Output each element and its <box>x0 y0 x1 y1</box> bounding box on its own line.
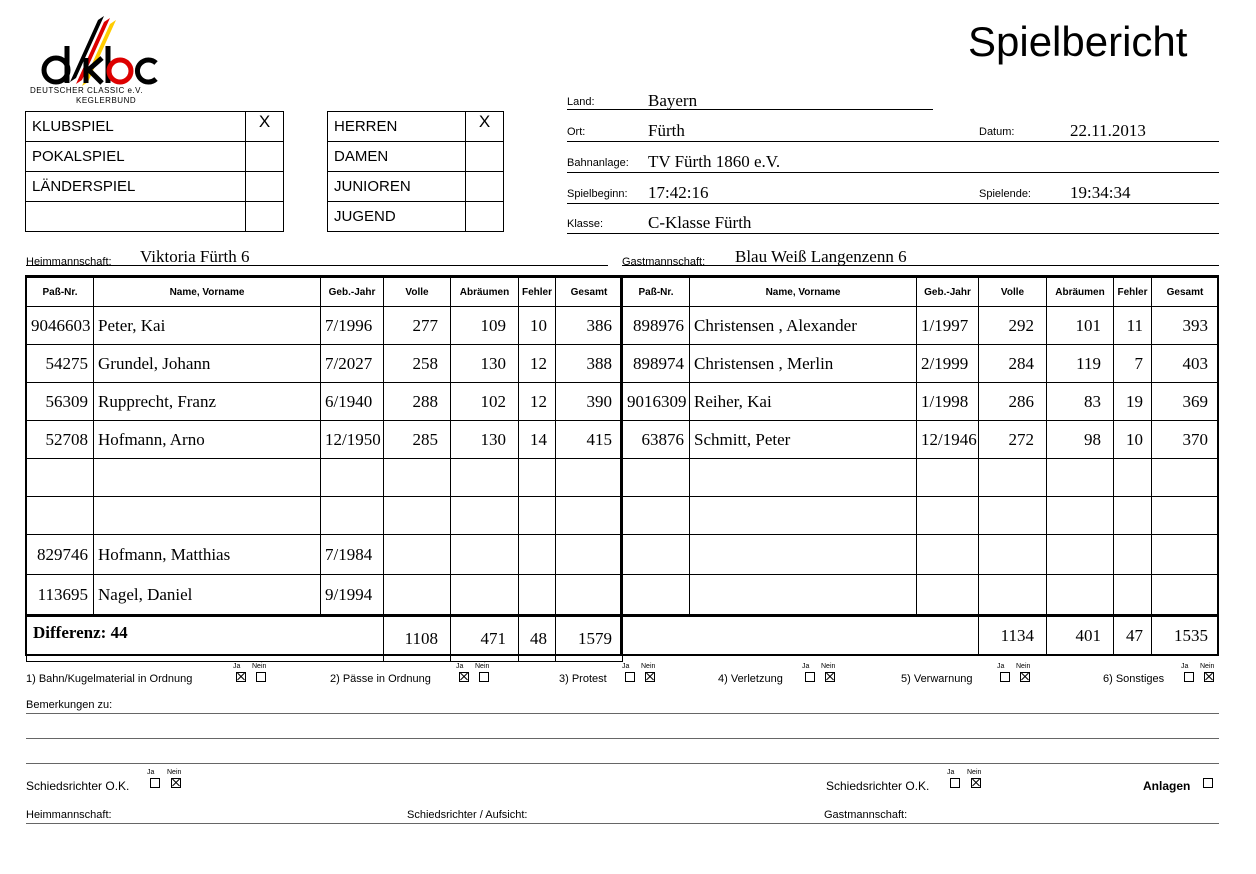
col-header: Name, Vorname <box>690 278 917 307</box>
remarks-line-3 <box>26 763 1219 764</box>
abraeumen-cell: 109 <box>451 307 519 345</box>
abraeumen-cell <box>1047 497 1114 535</box>
abraeumen-cell <box>451 575 519 616</box>
class-type-row <box>328 172 504 202</box>
gesamt-cell <box>1152 459 1219 497</box>
check-ja-checkbox[interactable] <box>805 672 815 682</box>
home-total-row <box>27 616 623 662</box>
class-type-mark: X <box>466 112 504 142</box>
birth-cell <box>917 535 979 575</box>
fehler-cell: 14 <box>519 421 556 459</box>
guest-player-row <box>623 345 1219 383</box>
col-header: Volle <box>979 278 1047 307</box>
guest-header-row <box>623 278 1219 307</box>
nein-label: Nein <box>252 663 267 670</box>
volle-cell <box>979 459 1047 497</box>
check-ja-checkbox[interactable] <box>236 672 246 682</box>
class-type-row <box>328 142 504 172</box>
referee-right-ja-checkbox[interactable] <box>950 778 960 788</box>
check-ja-checkbox[interactable] <box>1184 672 1194 682</box>
home-player-row <box>27 535 623 575</box>
birth-cell: 12/1950 <box>321 421 384 459</box>
volle-cell: 286 <box>979 383 1047 421</box>
volle-cell <box>979 535 1047 575</box>
gesamt-cell <box>1152 535 1219 575</box>
anlagen-checkbox[interactable] <box>1203 778 1213 788</box>
volle-cell: 277 <box>384 307 451 345</box>
logo-text-line2: KEGLERBUND <box>76 96 137 105</box>
volle-cell: 272 <box>979 421 1047 459</box>
page-title: Spielbericht <box>968 18 1188 65</box>
guest-player-row <box>623 421 1219 459</box>
signature-referee-label: Schiedsrichter / Aufsicht: <box>407 809 528 821</box>
bahnanlage-value: TV Fürth 1860 e.V. <box>648 152 781 171</box>
game-type-mark <box>246 202 284 232</box>
game-type-label: LÄNDERSPIEL <box>26 172 246 202</box>
gesamt-cell: 369 <box>1152 383 1219 421</box>
spielende-value: 19:34:34 <box>1070 183 1131 202</box>
game-type-mark: X <box>246 112 284 142</box>
pass-nr-cell: 898974 <box>623 345 690 383</box>
class-type-mark <box>466 202 504 232</box>
home-player-row <box>27 421 623 459</box>
name-cell: Hofmann, Arno <box>94 421 321 459</box>
col-header: Paß-Nr. <box>623 278 690 307</box>
abraeumen-cell: 102 <box>451 383 519 421</box>
name-cell <box>690 575 917 616</box>
gesamt-cell: 386 <box>556 307 623 345</box>
game-type-row <box>26 142 284 172</box>
game-type-label <box>26 202 246 232</box>
birth-cell: 6/1940 <box>321 383 384 421</box>
name-cell <box>94 459 321 497</box>
guest-team-line <box>622 265 1219 266</box>
fehler-cell <box>519 497 556 535</box>
fehler-cell: 12 <box>519 345 556 383</box>
name-cell: Peter, Kai <box>94 307 321 345</box>
gesamt-cell <box>556 575 623 616</box>
spielbeginn-label: Spielbeginn: <box>567 188 628 200</box>
name-cell <box>690 497 917 535</box>
pass-nr-cell <box>623 497 690 535</box>
check-nein-checkbox[interactable] <box>1020 672 1030 682</box>
check-label: 1) Bahn/Kugelmaterial in Ordnung <box>26 673 193 685</box>
fehler-cell: 19 <box>1114 383 1152 421</box>
signature-guest-label: Gastmannschaft: <box>824 809 908 821</box>
gesamt-cell <box>556 497 623 535</box>
ort-value: Fürth <box>648 121 685 140</box>
pass-nr-cell <box>27 459 94 497</box>
abraeumen-cell: 98 <box>1047 421 1114 459</box>
ja-label: Ja <box>947 769 955 776</box>
birth-cell <box>917 497 979 535</box>
abraeumen-cell: 83 <box>1047 383 1114 421</box>
abraeumen-cell <box>1047 575 1114 616</box>
name-cell: Reiher, Kai <box>690 383 917 421</box>
check-label: 3) Protest <box>559 673 607 685</box>
name-cell: Rupprecht, Franz <box>94 383 321 421</box>
col-header: Paß-Nr. <box>27 278 94 307</box>
guest-player-row <box>623 383 1219 421</box>
home-score-table <box>26 277 623 662</box>
volle-cell <box>384 497 451 535</box>
home-player-row <box>27 345 623 383</box>
guest-team-label: Gastmannschaft: <box>622 256 706 268</box>
home-header-row <box>27 278 623 307</box>
birth-cell: 12/1946 <box>917 421 979 459</box>
name-cell: Christensen , Merlin <box>690 345 917 383</box>
col-header: Gesamt <box>1152 278 1219 307</box>
class-type-table <box>327 111 504 232</box>
birth-cell: 7/2027 <box>321 345 384 383</box>
remarks-label: Bemerkungen zu: <box>26 699 113 711</box>
gesamt-cell <box>1152 497 1219 535</box>
home-player-row <box>27 307 623 345</box>
home-team-value: Viktoria Fürth 6 <box>140 247 250 266</box>
volle-cell: 284 <box>979 345 1047 383</box>
abraeumen-cell <box>451 535 519 575</box>
fehler-cell <box>1114 575 1152 616</box>
pass-nr-cell: 113695 <box>27 575 94 616</box>
check-ja-checkbox[interactable] <box>459 672 469 682</box>
name-cell <box>690 459 917 497</box>
birth-cell <box>917 575 979 616</box>
volle-cell <box>384 459 451 497</box>
abraeumen-cell <box>1047 459 1114 497</box>
class-type-row <box>328 112 504 142</box>
signature-home-label: Heimmannschaft: <box>26 809 112 821</box>
check-nein-checkbox[interactable] <box>479 672 489 682</box>
home-team-line <box>26 265 608 266</box>
pass-nr-cell: 54275 <box>27 345 94 383</box>
volle-cell: 258 <box>384 345 451 383</box>
class-type-mark <box>466 142 504 172</box>
home-total-fehler: 48 <box>519 616 556 662</box>
remarks-line-1 <box>26 713 1219 714</box>
ja-label: Ja <box>456 663 464 670</box>
birth-cell: 1/1997 <box>917 307 979 345</box>
referee-label-right: Schiedsrichter O.K. <box>826 779 930 793</box>
guest-player-row <box>623 307 1219 345</box>
pass-nr-cell: 9046603 <box>27 307 94 345</box>
check-nein-checkbox[interactable] <box>256 672 266 682</box>
land-line <box>567 109 933 110</box>
pass-nr-cell: 898976 <box>623 307 690 345</box>
game-type-row <box>26 112 284 142</box>
birth-cell <box>321 497 384 535</box>
check-label: 5) Verwarnung <box>901 673 973 685</box>
col-header: Geb.-Jahr <box>917 278 979 307</box>
gesamt-cell: 390 <box>556 383 623 421</box>
pass-nr-cell: 829746 <box>27 535 94 575</box>
volle-cell <box>384 575 451 616</box>
klasse-value: C-Klasse Fürth <box>648 213 752 232</box>
pass-nr-cell <box>623 575 690 616</box>
home-total-gesamt: 1579 <box>556 616 623 662</box>
anlagen-label: Anlagen <box>1143 779 1191 793</box>
fehler-cell <box>519 535 556 575</box>
gesamt-cell <box>556 459 623 497</box>
home-total-volle: 1108 <box>384 616 451 662</box>
class-type-label: DAMEN <box>328 142 466 172</box>
fehler-cell <box>1114 459 1152 497</box>
home-team-label: Heimmannschaft: <box>26 256 112 268</box>
check-label: 4) Verletzung <box>718 673 783 685</box>
datum-label: Datum: <box>979 126 1015 138</box>
land-label: Land: <box>567 96 595 108</box>
guest-player-row <box>623 535 1219 575</box>
referee-right-nein-checkbox[interactable] <box>971 778 981 788</box>
check-nein-checkbox[interactable] <box>645 672 655 682</box>
team-separator <box>620 276 623 655</box>
nein-label: Nein <box>1016 663 1031 670</box>
volle-cell <box>979 575 1047 616</box>
check-nein-checkbox[interactable] <box>825 672 835 682</box>
game-type-row <box>26 202 284 232</box>
volle-cell: 288 <box>384 383 451 421</box>
ja-label: Ja <box>147 769 155 776</box>
abraeumen-cell <box>451 497 519 535</box>
volle-cell <box>979 497 1047 535</box>
pass-nr-cell <box>623 459 690 497</box>
col-header: Name, Vorname <box>94 278 321 307</box>
guest-total-gesamt: 1535 <box>1152 616 1219 656</box>
guest-total-fehler: 47 <box>1114 616 1152 656</box>
remarks-line-2 <box>26 738 1219 739</box>
land-value: Bayern <box>648 91 698 110</box>
nein-label: Nein <box>1200 663 1215 670</box>
nein-label: Nein <box>641 663 656 670</box>
fehler-cell: 10 <box>519 307 556 345</box>
fehler-cell <box>1114 535 1152 575</box>
guest-player-row <box>623 459 1219 497</box>
birth-cell: 7/1984 <box>321 535 384 575</box>
fehler-cell <box>519 575 556 616</box>
datum-value: 22.11.2013 <box>1070 121 1146 140</box>
ja-label: Ja <box>233 663 241 670</box>
name-cell: Hofmann, Matthias <box>94 535 321 575</box>
home-player-row <box>27 459 623 497</box>
col-header: Fehler <box>1114 278 1152 307</box>
bahnanlage-line <box>567 172 1219 173</box>
check-label: 2) Pässe in Ordnung <box>330 673 431 685</box>
fehler-cell: 7 <box>1114 345 1152 383</box>
class-type-label: HERREN <box>328 112 466 142</box>
game-type-mark <box>246 142 284 172</box>
ja-label: Ja <box>997 663 1005 670</box>
guest-total-row <box>623 616 1219 656</box>
referee-left-ja-checkbox[interactable] <box>150 778 160 788</box>
abraeumen-cell <box>451 459 519 497</box>
check-ja-checkbox[interactable] <box>625 672 635 682</box>
gesamt-cell: 370 <box>1152 421 1219 459</box>
fehler-cell <box>519 459 556 497</box>
guest-score-table <box>622 277 1219 656</box>
class-type-mark <box>466 172 504 202</box>
birth-cell: 2/1999 <box>917 345 979 383</box>
pass-nr-cell: 63876 <box>623 421 690 459</box>
spielbeginn-value: 17:42:16 <box>648 183 709 202</box>
volle-cell: 292 <box>979 307 1047 345</box>
gesamt-cell <box>556 535 623 575</box>
game-type-mark <box>246 172 284 202</box>
col-header: Geb.-Jahr <box>321 278 384 307</box>
volle-cell: 285 <box>384 421 451 459</box>
ja-label: Ja <box>802 663 810 670</box>
class-type-label: JUNIOREN <box>328 172 466 202</box>
col-header: Abräumen <box>1047 278 1114 307</box>
guest-total-volle: 1134 <box>979 616 1047 656</box>
name-cell: Nagel, Daniel <box>94 575 321 616</box>
gesamt-cell: 403 <box>1152 345 1219 383</box>
gesamt-cell: 415 <box>556 421 623 459</box>
fehler-cell <box>1114 497 1152 535</box>
birth-cell: 7/1996 <box>321 307 384 345</box>
abraeumen-cell: 130 <box>451 345 519 383</box>
col-header: Fehler <box>519 278 556 307</box>
name-cell <box>94 497 321 535</box>
guest-player-row <box>623 575 1219 616</box>
guest-player-row <box>623 497 1219 535</box>
name-cell: Schmitt, Peter <box>690 421 917 459</box>
nein-label: Nein <box>821 663 836 670</box>
signature-line <box>26 823 1219 824</box>
ort-label: Ort: <box>567 126 586 138</box>
class-type-label: JUGEND <box>328 202 466 232</box>
volle-cell <box>384 535 451 575</box>
birth-cell: 9/1994 <box>321 575 384 616</box>
klasse-line <box>567 233 1219 234</box>
home-player-row <box>27 575 623 616</box>
class-type-row <box>328 202 504 232</box>
game-type-row <box>26 172 284 202</box>
fehler-cell: 10 <box>1114 421 1152 459</box>
gesamt-cell: 393 <box>1152 307 1219 345</box>
bahnanlage-label: Bahnanlage: <box>567 157 629 169</box>
abraeumen-cell: 101 <box>1047 307 1114 345</box>
name-cell: Christensen , Alexander <box>690 307 917 345</box>
nein-label: Nein <box>967 769 982 776</box>
gesamt-cell: 388 <box>556 345 623 383</box>
check-nein-checkbox[interactable] <box>1204 672 1214 682</box>
pass-nr-cell <box>27 497 94 535</box>
difference-label: Differenz: 44 <box>27 616 384 662</box>
abraeumen-cell <box>1047 535 1114 575</box>
check-label: 6) Sonstiges <box>1103 673 1165 685</box>
game-type-label: KLUBSPIEL <box>26 112 246 142</box>
logo-text-line1: DEUTSCHER CLASSIC e.V. <box>30 86 143 95</box>
birth-cell <box>321 459 384 497</box>
game-type-label: POKALSPIEL <box>26 142 246 172</box>
nein-label: Nein <box>167 769 182 776</box>
home-total-abraeumen: 471 <box>451 616 519 662</box>
spielbeginn-line <box>567 203 1219 204</box>
pass-nr-cell: 56309 <box>27 383 94 421</box>
gesamt-cell <box>1152 575 1219 616</box>
referee-left-nein-checkbox[interactable] <box>171 778 181 788</box>
game-type-table <box>25 111 284 232</box>
name-cell <box>690 535 917 575</box>
ja-label: Ja <box>622 663 630 670</box>
col-header: Abräumen <box>451 278 519 307</box>
spielende-label: Spielende: <box>979 188 1031 200</box>
home-player-row <box>27 497 623 535</box>
pass-nr-cell: 9016309 <box>623 383 690 421</box>
fehler-cell: 11 <box>1114 307 1152 345</box>
ja-label: Ja <box>1181 663 1189 670</box>
klasse-label: Klasse: <box>567 218 604 230</box>
nein-label: Nein <box>475 663 490 670</box>
birth-cell <box>917 459 979 497</box>
birth-cell: 1/1998 <box>917 383 979 421</box>
abraeumen-cell: 119 <box>1047 345 1114 383</box>
guest-team-value: Blau Weiß Langenzenn 6 <box>735 247 907 266</box>
fehler-cell: 12 <box>519 383 556 421</box>
pass-nr-cell: 52708 <box>27 421 94 459</box>
name-cell: Grundel, Johann <box>94 345 321 383</box>
guest-total-abraeumen: 401 <box>1047 616 1114 656</box>
check-ja-checkbox[interactable] <box>1000 672 1010 682</box>
ort-line <box>567 141 1219 142</box>
col-header: Volle <box>384 278 451 307</box>
col-header: Gesamt <box>556 278 623 307</box>
guest-total-empty <box>623 616 979 656</box>
referee-label-left: Schiedsrichter O.K. <box>26 779 130 793</box>
abraeumen-cell: 130 <box>451 421 519 459</box>
pass-nr-cell <box>623 535 690 575</box>
home-player-row <box>27 383 623 421</box>
